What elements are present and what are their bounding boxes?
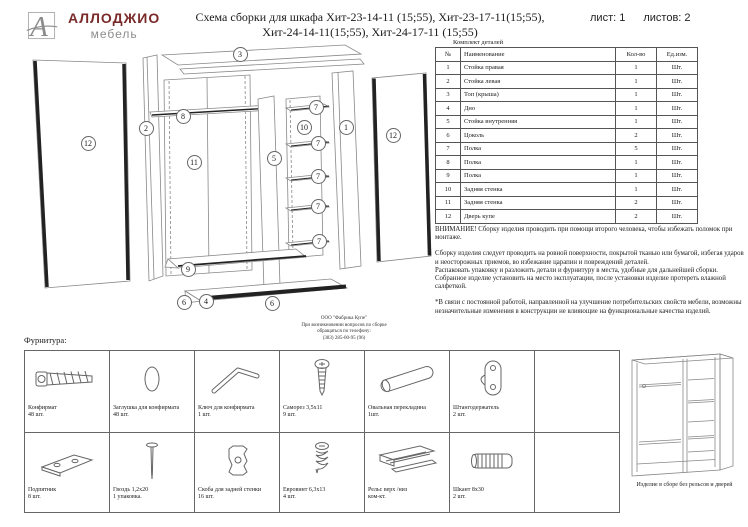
callout-shelf-9: 9 <box>181 262 196 277</box>
brand-name: АЛЛОДЖИО <box>68 9 161 26</box>
assembly-notes <box>435 226 745 316</box>
hardware-item-self-tapping-screw: Саморез 3,5х11 9 шт. <box>280 351 365 433</box>
callout-right-stand: 1 <box>339 120 354 135</box>
callout-shelf-7-2: 7 <box>311 136 326 151</box>
callout-top-panel: 3 <box>233 47 248 62</box>
table-row: 6 Цоколь 2 Шт. <box>436 129 698 143</box>
table-row: 10 Задняя стенка 1 Шт. <box>436 183 698 197</box>
parts-table <box>435 47 698 224</box>
hardware-section-label: Фурнитура: <box>24 335 67 345</box>
table-row: 7 Полка 5 Шт. <box>436 142 698 156</box>
table-row: 5 Стойка внутренняя 1 Шт. <box>436 115 698 129</box>
table-row: 11 Задняя стенка 2 Шт. <box>436 196 698 210</box>
callout-left-door: 12 <box>81 136 96 151</box>
table-row: 1 Стойка правая 1 Шт. <box>436 61 698 75</box>
callout-shelf-7-5: 7 <box>312 234 327 249</box>
hardware-item-rod-holder: Штангодержатель 2 шт. <box>450 351 535 433</box>
nail-icon <box>113 435 191 487</box>
parts-list <box>435 39 687 224</box>
callout-right-door: 12 <box>386 128 401 143</box>
phone-number: (383) 285-00-95 (96) <box>322 335 366 341</box>
col-name: Наименование <box>461 48 616 62</box>
hardware-item-cap: Заглушка для конфирмата 48 шт. <box>110 351 195 433</box>
callout-bottom-panel: 4 <box>199 294 214 309</box>
sheets-total: листов: 2 <box>643 12 691 24</box>
page-title: Схема сборки для шкафа Хит-23-14-11 (15;55), Хит-23-17-11(15;55), Хит-24-14-11(15;55), Хит-24-17-11 (15;55) <box>195 10 545 39</box>
logo-a-icon <box>24 8 60 44</box>
col-unit: Ед.изм. <box>657 48 698 62</box>
callout-plinth-right: 6 <box>265 296 280 311</box>
rod-holder-icon <box>453 353 531 405</box>
exploded-view-drawing <box>14 40 434 340</box>
warning-text: ВНИМАНИЕ! Сборку изделия проводить при помощи второго человека, чтобы избежать поломок при монтаже. <box>435 226 733 242</box>
parts-table-caption: Комплект деталей <box>453 39 504 46</box>
table-header-row <box>436 48 698 62</box>
callout-shelf-8: 8 <box>176 109 191 124</box>
note-surface: Сборку изделия следует проводить на ровной поверхности, покрытой тканью или бумагой, избегая ударов и неосторожных приемов, во избежание царапин и повреждений деталей. <box>435 250 744 266</box>
callout-shelf-7-4: 7 <box>311 199 326 214</box>
table-row: 8 Полка 1 Шт. <box>436 156 698 170</box>
sheet-number: лист: 1 <box>590 12 626 24</box>
table-row: 12 Дверь купе 2 Шт. <box>436 210 698 224</box>
hardware-item-euro-screw: Евровинт 6,3х13 4 шт. <box>280 433 365 513</box>
assembled-caption: Изделие в сборе без рельсов и дверей <box>636 482 733 488</box>
manufacturer-contact: ООО "Фабрика Купе" При возникновении вопросов по сборке обращаться по телефону: (383) 285-00-95 (96) <box>301 316 387 341</box>
hardware-item-dowel: Шкант 8х30 2 шт. <box>450 433 535 513</box>
foot-plate-icon <box>28 435 106 487</box>
note-place: Собранное изделие установить на место эксплуатации, после установки изделие протереть влажной салфеткой. <box>435 275 726 291</box>
brand-subtitle: мебель <box>90 26 138 41</box>
hex-key-icon <box>198 353 276 405</box>
hardware-item-back-panel-clip: Скоба для задней стенки 16 шт. <box>195 433 280 513</box>
callout-left-stand: 2 <box>139 121 154 136</box>
rail-icon <box>368 435 446 487</box>
hardware-item-confirmat: Конфирмат 48 шт. <box>25 351 110 433</box>
assembly-diagram <box>14 40 434 352</box>
euro-screw-icon <box>283 435 361 487</box>
oval-rod-icon <box>368 353 446 405</box>
hardware-cell-empty-2 <box>535 433 620 513</box>
hardware-item-nail: Гвоздь 1,2х20 1 упаковка. <box>110 433 195 513</box>
logo <box>24 8 160 44</box>
hardware-grid <box>24 350 620 513</box>
callout-plinth-left: 6 <box>177 295 192 310</box>
dowel-icon <box>453 435 531 487</box>
callout-shelf-7-1: 7 <box>309 100 324 115</box>
col-qty: Кол-во <box>616 48 657 62</box>
back-panel-clip-icon <box>198 435 276 487</box>
hardware-item-foot-plate: Подпятник 8 шт. <box>25 433 110 513</box>
table-row: 2 Стойка левая 1 Шт. <box>436 75 698 89</box>
table-row: 3 Топ (крыша) 1 Шт. <box>436 88 698 102</box>
callout-back-wall-big: 11 <box>187 155 202 170</box>
hardware-item-hex-key: Ключ для конфирмата 1 шт. <box>195 351 280 433</box>
table-row: 4 Дно 1 Шт. <box>436 102 698 116</box>
note-unpack: Распаковать упаковку и разложить детали и фурнитуру в места, удобные для дальнейшей сборки. <box>435 266 718 274</box>
assembled-product <box>621 346 748 489</box>
sheet-info <box>590 12 740 24</box>
assembled-wardrobe-icon <box>624 346 746 480</box>
table-row: 9 Полка 1 Шт. <box>436 169 698 183</box>
hardware-cell-empty-1 <box>535 351 620 433</box>
cap-icon <box>113 353 191 405</box>
self-tapping-screw-icon <box>283 353 361 405</box>
hardware-item-oval-rod: Овальная перекладина 1шт. <box>365 351 450 433</box>
note-disclaimer: *В связи с постоянной работой, направленной на улучшение потребительских свойств мебели, возможны незначительные изменения в конструкции не влияющие на функциональные качества изделий. <box>435 299 742 315</box>
col-number: № <box>436 48 461 62</box>
hardware-item-rail: Рельс верх /низ ком-кт. <box>365 433 450 513</box>
callout-back-wall-small: 10 <box>297 120 312 135</box>
callout-inner-stand: 5 <box>267 151 282 166</box>
svg-text:A: A <box>30 10 48 43</box>
callout-shelf-7-3: 7 <box>311 169 326 184</box>
confirmat-screw-icon <box>28 353 106 405</box>
